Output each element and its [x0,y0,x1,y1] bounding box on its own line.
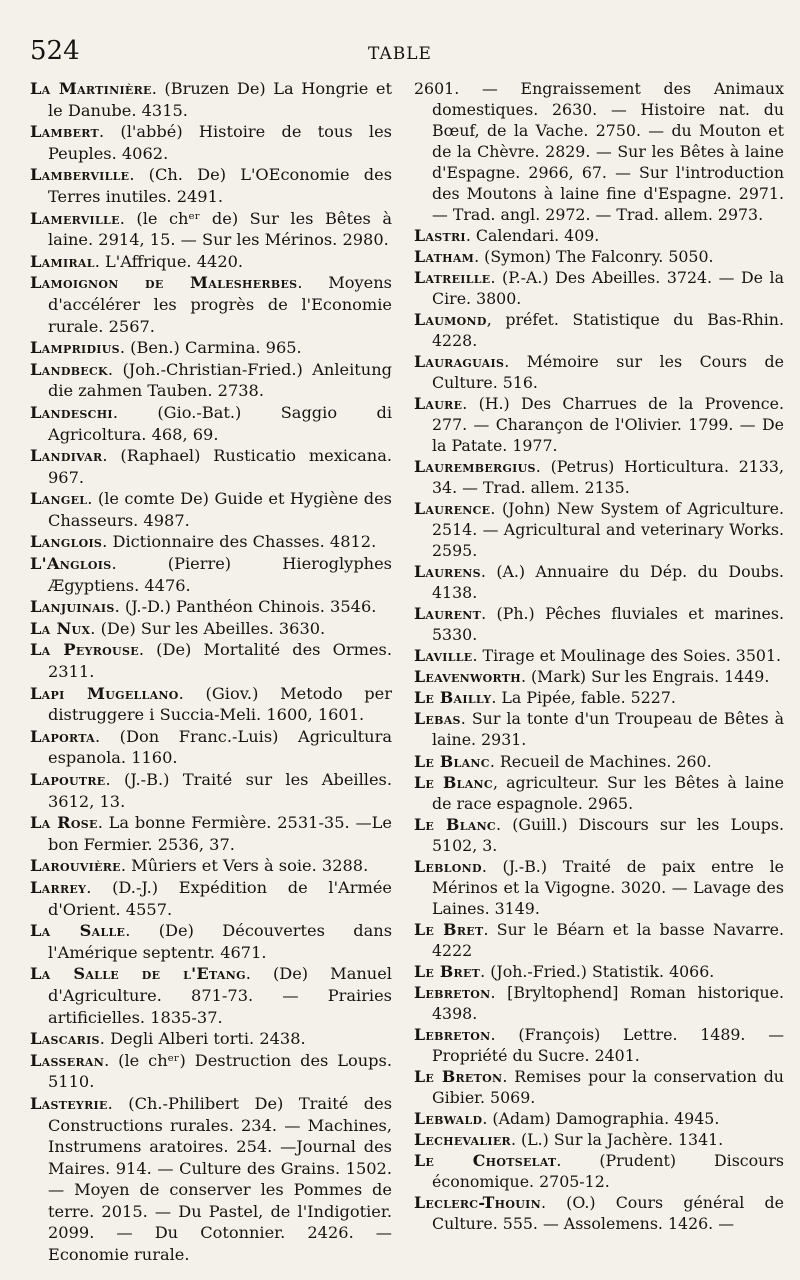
right-column [414,78,784,1234]
entry-text: . (Gio.-Bat.) Saggio di Agricoltura. 468, 69. [48,402,392,444]
entry-author: La Nux [30,618,91,638]
entry-author: Lastri [414,226,466,246]
index-entry [414,309,784,351]
entry-text: . Sur la tonte d'un Troupeau de Bêtes à laine. 2931. [432,709,784,750]
index-entry [30,1028,392,1050]
index-entry [30,445,392,488]
entry-text: . (Symon) The Falconry. 5050. [474,247,714,267]
entry-text: . (le chᵉʳ de) Sur les Bêtes à laine. 2914, 15. — Sur les Mérinos. 2980. [48,208,392,250]
entry-text: . (Ch.-Philibert De) Traité des Constructions rurales. 234. — Machines, Instrumens aratoires. 254. —Journal des Maires. 914. — Culture des Grains. 1502. — Moyen de conserver les Pommes de terre. 2015. — Du Pastel, de l'Indigotier. 2099. — Du Cotonnier. 2426. — Economie rurale. [48,1093,392,1265]
page-header [0,36,800,76]
entry-author: La Martinière [30,79,152,98]
entry-text: . (Mark) Sur les Engrais. 1449. [520,667,770,687]
entry-author: Le Bailly [414,688,492,708]
entry-author: Langlois [30,532,103,552]
index-entry [30,553,392,596]
entry-text: . Moyens d'accélérer les progrès de l'Economie rurale. 2567. [48,273,392,336]
entry-text: . (Adam) Damographia. 4945. [482,1108,720,1128]
index-entry [414,267,784,309]
index-entry [30,121,392,164]
entry-text: . (De) Mortalité des Ormes. 2311. [48,640,393,682]
index-entry [414,78,784,225]
entry-text: . (J.-B.) Traité sur les Abeilles. 3612, 13. [48,770,392,811]
index-entry [414,498,784,561]
entry-author: Latreille [414,268,491,288]
entry-text: . Mémoire sur les Cours de Culture. 516. [432,352,784,393]
index-entry [30,596,392,618]
index-entry [414,603,784,645]
entry-author: L'Anglois [30,554,112,574]
index-entry [414,1024,784,1066]
entry-author: Le Breton [414,1066,503,1086]
index-entry [414,687,784,708]
entry-text: . L'Affrique. 4420. [94,251,244,271]
entry-text: . (Pierre) Hieroglyphes Ægyptiens. 4476. [48,554,392,595]
index-entry [414,393,784,456]
entry-text: . Dictionnaire des Chasses. 4812. [102,532,377,552]
index-entry [30,164,392,207]
entry-text: . (Ph.) Pêches fluviales et marines. 5330. [432,604,784,645]
entry-author: Le Bret [414,919,484,939]
index-entry [30,920,392,963]
index-entry [414,919,784,961]
entry-author: Lebwald [414,1108,483,1128]
index-entry [414,351,784,393]
index-entry [414,982,784,1024]
entry-author: Laurens [414,562,481,582]
entry-text: . (De) Sur les Abeilles. 3630. [90,618,326,638]
index-entry [30,1093,392,1266]
entry-author: Leavenworth [414,667,521,687]
entry-text: . (L.) Sur la Jachère. 1341. [510,1129,724,1149]
index-entry [414,772,784,814]
index-entry [30,359,392,402]
index-entry [30,683,392,726]
entry-author: Le Blanc [414,751,490,771]
index-entry [414,1192,784,1234]
entry-text: . (Don Franc.-Luis) Agricultura espanola. 1160. [48,726,392,768]
entry-text: . (Raphael) Rusticatio mexicana. 967. [48,446,392,487]
entry-author: Lamiral [30,251,95,271]
entry-author: Le Blanc [414,814,496,834]
index-entry [30,963,392,1028]
entry-author: Landeschi [30,402,113,422]
entry-text: . (P.-A.) Des Abeilles. 3724. — De la Cire. 3800. [432,268,784,309]
index-entry [30,208,392,251]
entry-author: Lasteyrie [30,1093,108,1113]
entry-author: Lebreton [414,982,491,1002]
entry-text: . La bonne Fermière. 2531-35. —Le bon Fermier. 2536, 37. [48,813,392,854]
entry-text: . (D.-J.) Expédition de l'Armée d'Orient. 4557. [48,877,392,919]
entry-author: La Salle [30,921,126,941]
entry-author: Larrey [30,877,87,897]
index-entry [30,272,392,337]
index-entry [414,708,784,750]
index-entry [30,402,392,445]
entry-text: . (Bruzen De) La Hongrie et le Danube. 4315. [48,79,392,120]
entry-text: . Sur le Béarn et la basse Navarre. 4222 [432,919,784,960]
entry-text: . (De) Découvertes dans l'Amérique septentr. 4671. [48,921,392,962]
index-entry [30,1050,392,1093]
entry-author: Leblond [414,856,482,876]
entry-author: Lapi Mugellano [30,683,179,703]
entry-text: . (O.) Cours général de Culture. 555. — Assolemens. 1426. — [432,1192,784,1233]
index-entry [414,246,784,267]
index-entry [30,855,392,877]
entry-author: La Salle de l'Etang [30,964,246,984]
entry-author: Le Bret [414,961,481,981]
entry-text: . (A.) Annuaire du Dép. du Doubs. 4138. [432,562,784,603]
index-entry [414,1066,784,1108]
entry-author: Lauraguais [414,352,505,372]
entry-author: Laporta [30,726,95,746]
entry-text: . (Ch. De) L'OEconomie des Terres inutiles. 2491. [48,165,392,206]
entry-author: Laumond [414,310,487,330]
index-entry [30,78,392,121]
entry-author: Lebas [414,709,461,729]
entry-author: Larouvière [30,856,121,876]
left-column [30,78,392,1266]
entry-author: Laurence [414,499,491,519]
entry-text: . Degli Alberi torti. 2438. [99,1029,306,1049]
entry-text: . (le comte De) Guide et Hygiène des Chasseurs. 4987. [48,489,392,530]
index-entry [30,726,392,769]
entry-text: . (De) Manuel d'Agriculture. 871-73. — Prairies artificielles. 1835-37. [48,964,392,1027]
entry-text: . Calendari. 409. [465,226,600,246]
entry-text: . (Joh.-Fried.) Statistik. 4066. [480,961,715,981]
index-entry [414,751,784,772]
entry-author: Leclerc-Thouin [414,1192,541,1212]
entry-text: . Tirage et Moulinage des Soies. 3501. [472,646,782,666]
entry-author: Lascaris [30,1029,100,1049]
entry-text: . (J.-D.) Panthéon Chinois. 3546. [114,597,377,617]
index-entry [414,1108,784,1129]
entry-text: . (Guill.) Discours sur les Loups. 5102, 3. [432,814,784,855]
index-entry [414,1129,784,1150]
entry-author: Lampridius [30,338,120,358]
entry-text: . (Giov.) Metodo per distruggere i Succia-Meli. 1600, 1601. [48,683,392,725]
entry-text: . (J.-B.) Traité de paix entre le Mérinos et la Vigogne. 3020. — Lavage des Laines. 3149. [432,856,784,918]
entry-author: Le Chotselat [414,1150,557,1170]
index-entry [414,666,784,687]
entry-author: Laville [414,646,473,666]
index-entry [30,618,392,640]
entry-author: Lamerville [30,208,120,228]
index-entry [30,251,392,273]
entry-author: Lambert [30,122,100,142]
entry-author: La Rose [30,813,98,833]
index-entry [30,531,392,553]
entry-text: . La Pipée, fable. 5227. [491,688,676,708]
index-entry [30,812,392,855]
index-entry [30,337,392,359]
entry-author: Lanjuinais [30,597,115,617]
entry-text: . (l'abbé) Histoire de tous les Peuples. 4062. [48,122,392,163]
entry-text: . (John) New System of Agriculture. 2514. — Agricultural and veterinary Works. 2595. [432,499,784,561]
entry-author: Lamberville [30,165,130,185]
index-entry [414,456,784,498]
entry-text: . (François) Lettre. 1489. — Propriété du Sucre. 2401. [432,1024,784,1065]
entry-text: . (Petrus) Horticultura. 2133, 34. — Trad. allem. 2135. [432,457,784,498]
index-entry [30,639,392,682]
entry-author: Laurent [414,604,482,624]
entry-author: Lamoignon de Malesherbes [30,273,298,293]
entry-author: Landivar [30,446,103,466]
entry-author: Laurembergius [414,457,536,477]
entry-author: Landbeck [30,359,108,379]
index-entry [414,1150,784,1192]
entry-text: . (Ben.) Carmina. 965. [119,338,302,358]
index-entry [414,645,784,666]
entry-author: La Peyrouse [30,640,139,660]
entry-text: . (le chᵉʳ) Destruction des Loups. 5110. [48,1050,392,1092]
index-entry [414,561,784,603]
entry-text: . Mûriers et Vers à soie. 3288. [120,856,369,876]
entry-text: . (Prudent) Discours économique. 2705-12. [432,1150,784,1191]
entry-author: Lasseran [30,1050,105,1070]
running-title: TABLE [368,44,432,64]
index-entry [30,769,392,812]
entry-author: Langel [30,489,88,509]
entry-text: . (Joh.-Christian-Fried.) Anleitung die zahmen Tauben. 2738. [48,359,392,401]
index-entry [30,877,392,920]
entry-author: Lapoutre [30,770,106,789]
index-entry [414,225,784,246]
entry-text: . Recueil de Machines. 260. [489,751,712,771]
entry-author: Le Blanc [414,772,493,792]
page-number: 524 [30,36,80,66]
entry-text: . [Bryltophend] Roman historique. 4398. [432,982,784,1023]
entry-author: Lechevalier [414,1129,511,1149]
entry-text: . (H.) Des Charrues de la Provence. 277. — Charançon de l'Olivier. 1799. — De la Patate. 1977. [432,394,784,456]
entry-text: , agriculteur. Sur les Bêtes à laine de race espagnole. 2965. [432,772,785,813]
entry-author: Latham [414,247,475,267]
entry-text: , préfet. Statistique du Bas-Rhin. 4228. [432,310,784,351]
entry-author: Lebreton [414,1024,491,1044]
entry-author: Laure [414,394,463,414]
entry-text: . Remises pour la conservation du Gibier. 5069. [432,1066,784,1107]
index-entry [414,961,784,982]
entry-text: 2601. — Engraissement des Animaux domestiques. 2630. — Histoire nat. du Bœuf, de la Vache. 2750. — du Mouton et de la Chèvre. 2829. — Sur les Bêtes à laine d'Espagne. 2966, 67. — Sur l'introduction des Moutons à laine fine d'Espagne. 2971. — Trad. angl. 2972. — Trad. allem. 2973. [414,79,784,225]
index-entry [414,814,784,856]
index-entry [30,488,392,531]
index-entry [414,856,784,919]
